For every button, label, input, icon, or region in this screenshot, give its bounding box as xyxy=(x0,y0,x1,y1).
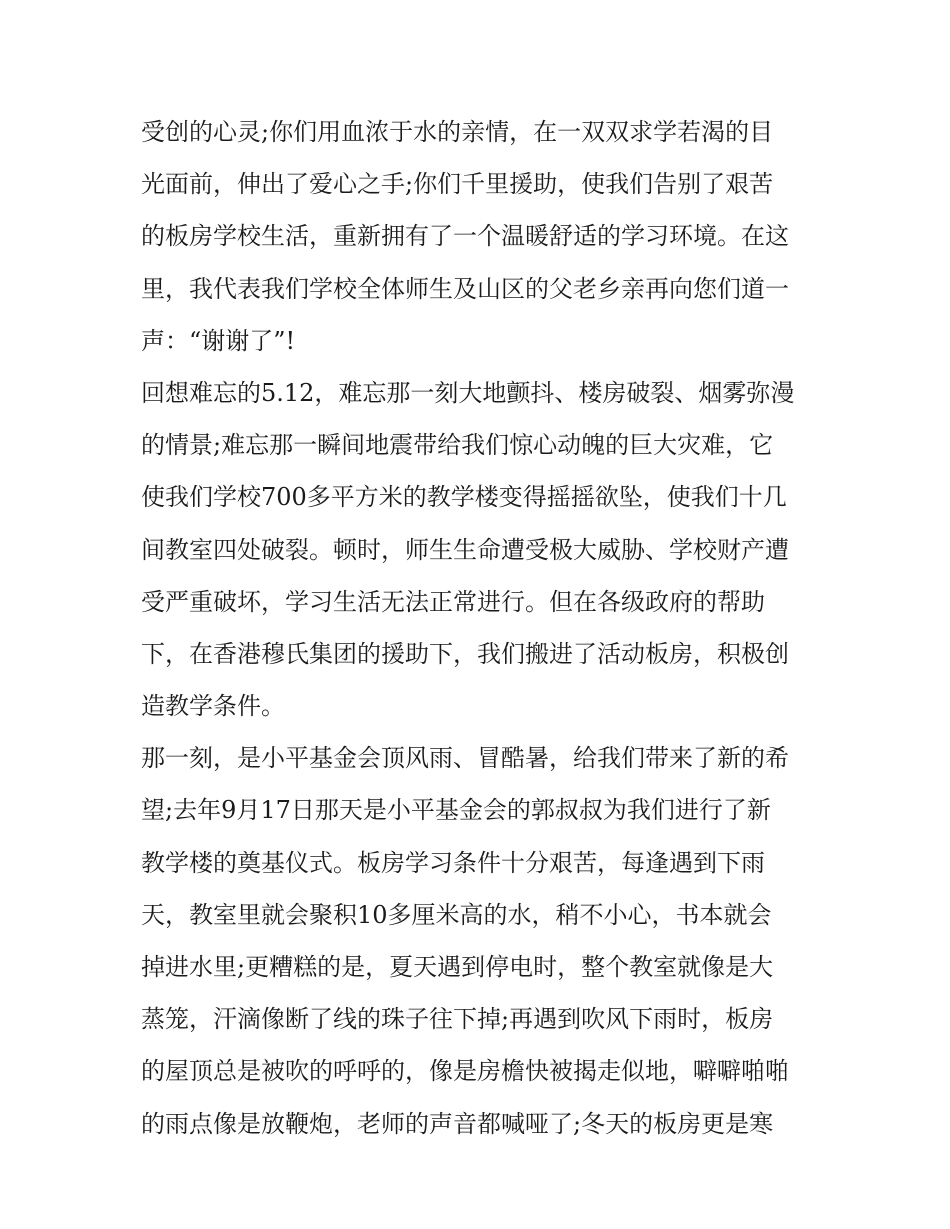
text-line: 使我们学校700多平方米的教学楼变得摇摇欲坠，使我们十几 xyxy=(141,483,787,512)
text-line: 受严重破坏，学习生活无法正常进行。但在各级政府的帮助 xyxy=(141,587,765,616)
text-line: 的板房学校生活，重新拥有了一个温暖舒适的学习环境。在这 xyxy=(141,222,789,251)
document-page xyxy=(141,106,813,1150)
text-line: 下，在香港穆氏集团的援助下，我们搬进了活动板房，积极创 xyxy=(141,639,789,668)
text-line: 天，教室里就会聚积10多厘米高的水，稍不小心，书本就会 xyxy=(141,900,772,929)
text-line: 造教学条件。 xyxy=(141,692,285,721)
text-line: 间教室四处破裂。顿时，师生生命遭受极大威胁、学校财产遭 xyxy=(141,535,789,564)
text-line: 教学楼的奠基仪式。板房学习条件十分艰苦，每逢遇到下雨 xyxy=(141,848,765,877)
text-line: 掉进水里;更糟糕的是，夏天遇到停电时，整个教室就像是大 xyxy=(141,953,774,981)
text-line: 回想难忘的5.12，难忘那一刻大地颤抖、楼房破裂、烟雾弥漫 xyxy=(141,378,795,407)
text-line: 的雨点像是放鞭炮，老师的声音都喊哑了;冬天的板房更是寒 xyxy=(141,1109,774,1138)
text-line: 那一刻，是小平基金会顶风雨、冒酷暑，给我们带来了新的希 xyxy=(141,744,789,773)
text-line: 光面前，伸出了爱心之手;你们千里援助，使我们告别了艰苦 xyxy=(141,170,774,199)
text-line: 望;去年9月17日那天是小平基金会的郭叔叔为我们进行了新 xyxy=(141,796,771,825)
text-line: 声：“谢谢了”! xyxy=(141,326,296,355)
text-line: 的情景;难忘那一瞬间地震带给我们惊心动魄的巨大灾难，它 xyxy=(141,431,774,460)
text-line: 受创的心灵;你们用血浓于水的亲情，在一双双求学若渴的目 xyxy=(141,118,774,146)
text-line: 里，我代表我们学校全体师生及山区的父老乡亲再向您们道一 xyxy=(141,274,789,303)
text-line: 蒸笼，汗滴像断了线的珠子往下掉;再遇到吹风下雨时，板房 xyxy=(141,1005,774,1034)
text-line: 的屋顶总是被吹的呼呼的，像是房檐快被揭走似地，噼噼啪啪 xyxy=(141,1057,789,1086)
